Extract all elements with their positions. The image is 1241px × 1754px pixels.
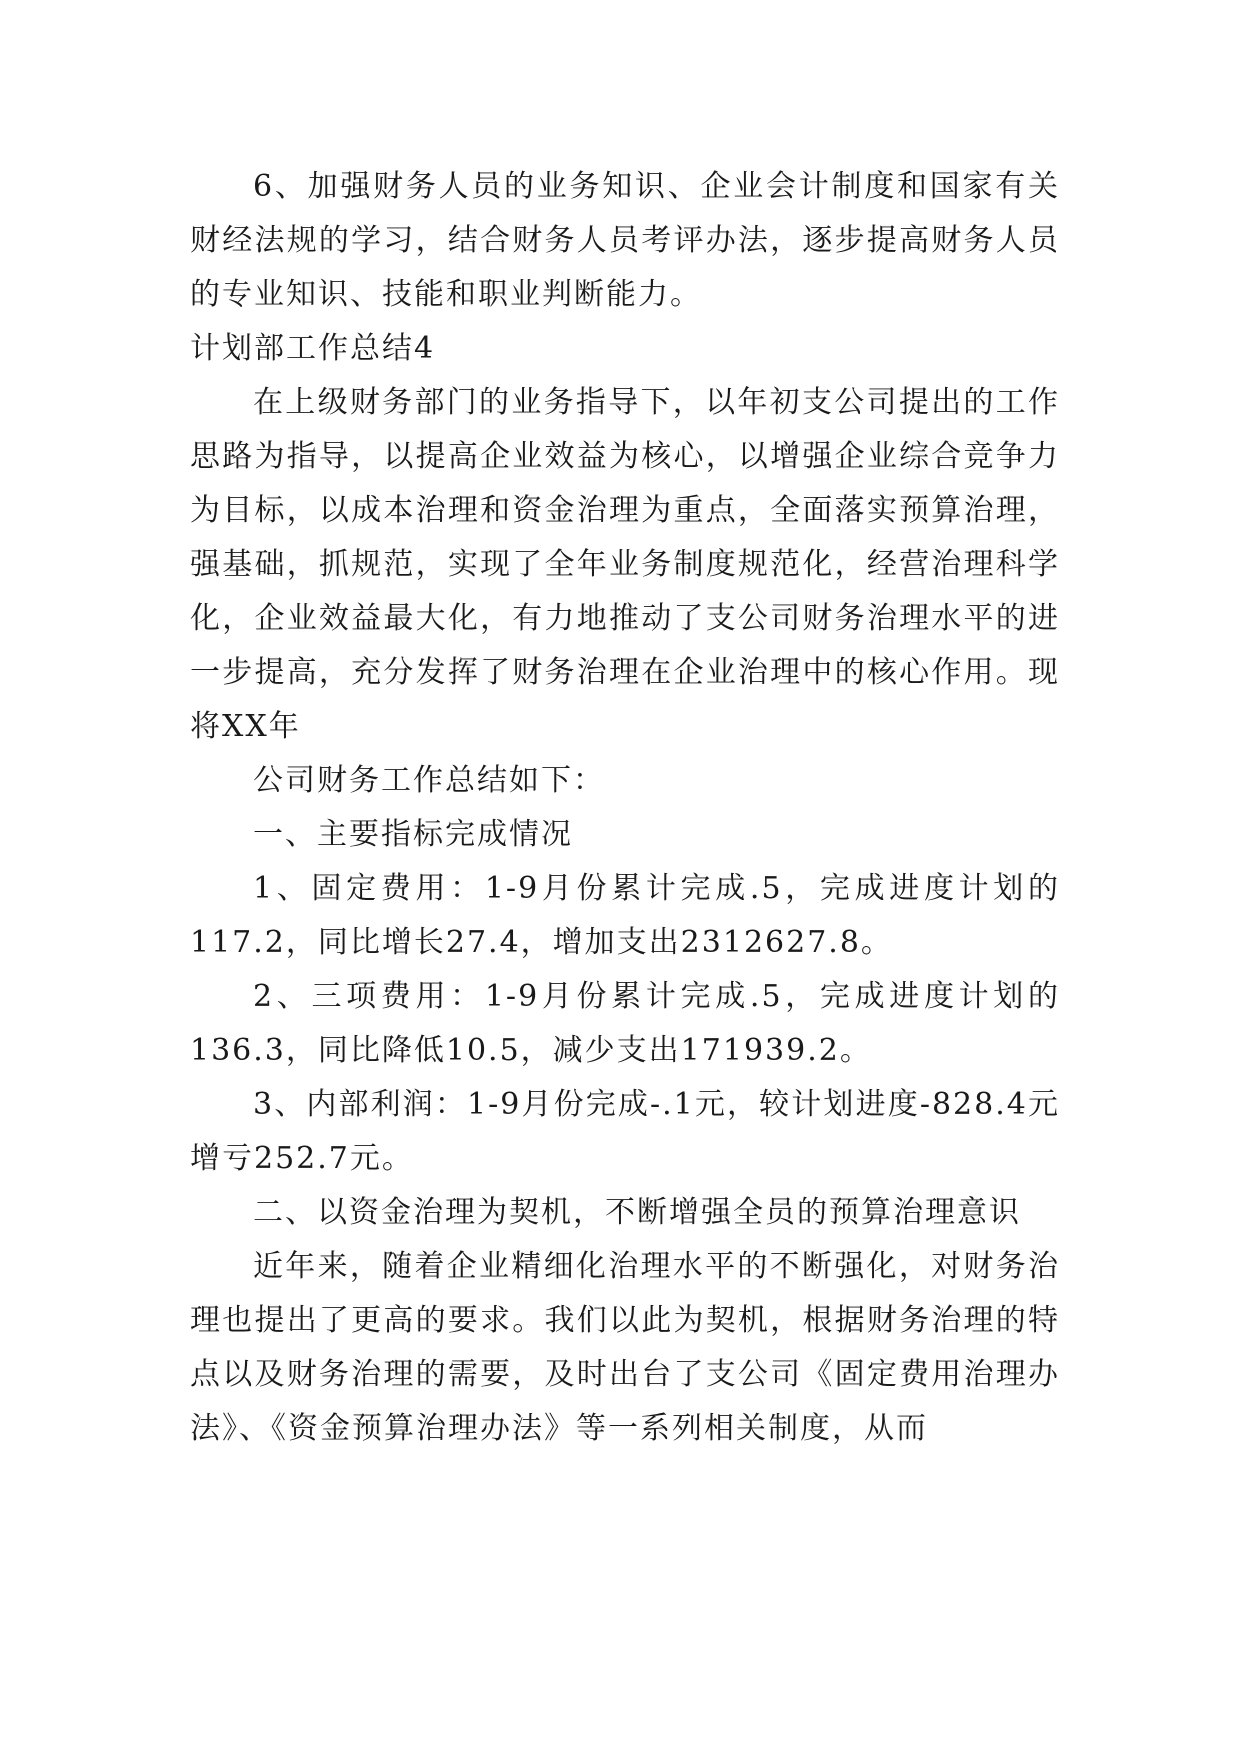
intro-paragraph: 在上级财务部门的业务指导下，以年初支公司提出的工作思路为指导，以提高企业效益为核心，以增强企业综合竞争力为目标，以成本治理和资金治理为重点，全面落实预算治理，强基础，抓规范，实现了全年业务制度规范化，经营治理科学化，企业效益最大化，有力地推动了支公司财务治理水平的进一步提高，充分发挥了财务治理在企业治理中的核心作用。现将XX年 xyxy=(190,385,1060,744)
document-body xyxy=(190,160,1060,1456)
indicator-internal-profit: 3、内部利润：1-9月份完成-.1元，较计划进度-828.4元增亏252.7元。 xyxy=(190,1087,1060,1176)
subheading-main-indicators: 一、主要指标完成情况 xyxy=(253,817,573,852)
summary-lead: 公司财务工作总结如下： xyxy=(253,763,605,798)
indicator-fixed-costs: 1、固定费用：1-9月份累计完成.5，完成进度计划的117.2，同比增长27.4，增加支出2312627.8。 xyxy=(190,871,1060,960)
fund-management-paragraph: 近年来，随着企业精细化治理水平的不断强化，对财务治理也提出了更高的要求。我们以此为契机，根据财务治理的特点以及财务治理的需要，及时出台了支公司《固定费用治理办法》、《资金预算治理办法》等一系列相关制度，从而 xyxy=(190,1249,1060,1446)
section-heading: 计划部工作总结4 xyxy=(190,331,436,366)
paragraph-item-6: 6、加强财务人员的业务知识、企业会计制度和国家有关财经法规的学习，结合财务人员考评办法，逐步提高财务人员的专业知识、技能和职业判断能力。 xyxy=(190,169,1060,312)
subheading-fund-management: 二、以资金治理为契机，不断增强全员的预算治理意识 xyxy=(253,1195,1021,1230)
indicator-three-costs: 2、三项费用：1-9月份累计完成.5，完成进度计划的136.3，同比降低10.5，减少支出171939.2。 xyxy=(190,979,1060,1068)
